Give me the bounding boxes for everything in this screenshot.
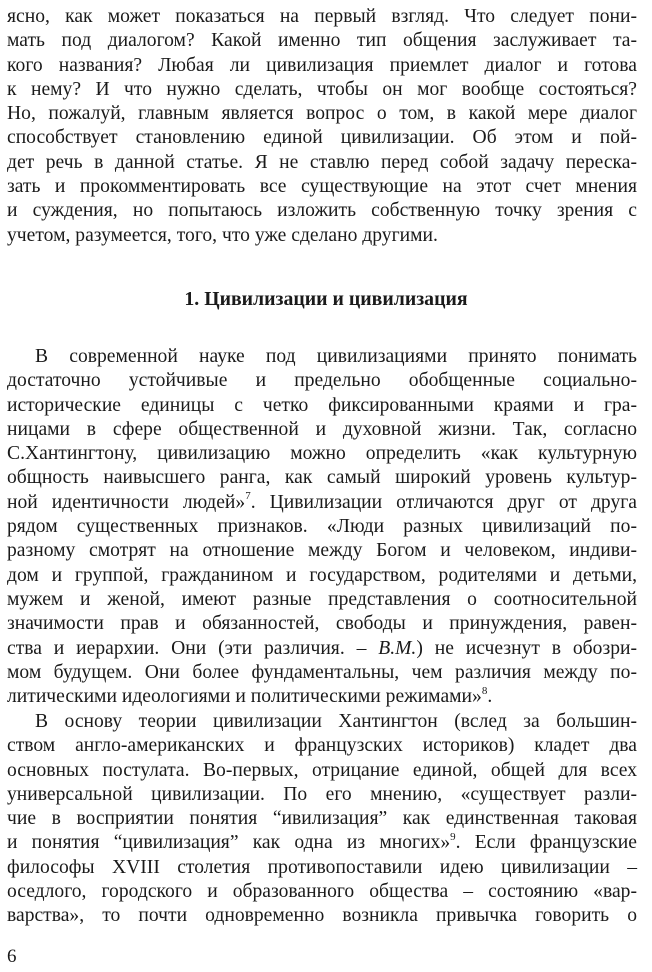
text-line: В современной науке под цивилизациями принято понимать <box>35 346 637 367</box>
text-line: С.Хантингтону, цивилизацию можно определить «как культурную <box>7 443 637 465</box>
text-line: философы XVIII столетия противопоставили идею цивилизации – <box>7 856 637 878</box>
text-line <box>7 491 637 515</box>
text-fragment: . Если французские <box>455 832 637 854</box>
text-line: оседлого, городского и образованного общества – состоянию «вар- <box>7 881 637 903</box>
text-line: к нему? И что нужно сделать, чтобы он мог вообще состояться? <box>7 78 637 100</box>
page-number: 6 <box>7 946 17 967</box>
text-line: разному смотрят на отношение между Богом и человеком, индиви- <box>7 540 637 562</box>
text-fragment: и понятия “цивилизация” как одна из многих» <box>7 832 451 854</box>
text-line: ницами в сфере общественной и духовной жизни. Так, согласно <box>7 418 637 440</box>
text-line: чие в восприятии понятия “ивилизация” как единственная таковая <box>7 808 637 830</box>
text-fragment: . <box>487 686 493 708</box>
text-line: исторические единицы с четко фиксированными краями и гра- <box>7 394 637 416</box>
text-line: способствует становлению единой цивилизации. Об этом и пой- <box>7 127 637 149</box>
text-line: ством англо-американских и французских историков) кладет два <box>7 735 637 757</box>
text-line: варства», то почти одновременно возникла привычка говорить о <box>7 905 637 927</box>
text-fragment: . Цивилизации отличаются друг от друга <box>250 491 637 513</box>
text-line: ясно, как может показаться на первый взгляд. Что следует пони- <box>7 6 637 27</box>
text-line: учетом, разумеется, того, что уже сделано другими. <box>7 224 438 246</box>
text-line <box>7 831 637 855</box>
footnote-ref: 9 <box>450 830 456 843</box>
text-fragment: литическими идеологиями и политическими режимами» <box>7 686 482 708</box>
text-line: дет речь в данной статье. Я не ставлю перед собой задачу переска- <box>7 151 637 173</box>
text-line <box>7 685 637 709</box>
text-line: зать и прокомментировать все существующие на этот счет мнения <box>7 176 637 198</box>
text-line <box>7 637 637 661</box>
text-line: достаточно устойчивые и предельно обобщенные социально- <box>7 370 637 392</box>
paragraph-huntington-theory <box>7 710 637 929</box>
text-line: дом и группой, гражданином и государством, родителями и детьми, <box>7 564 637 586</box>
text-line: основных постулата. Во-первых, отрицание единой, общей для всех <box>7 759 637 781</box>
text-fragment: ) не исчезнут в обозри- <box>416 637 637 659</box>
text-line: и суждения, но попытаюсь изложить собственную точку зрения с <box>7 200 637 222</box>
text-line: универсальной цивилизации. По его мнению, «существует разли- <box>7 783 637 805</box>
text-line: мом будущем. Они более фундаментальны, чем различия между по- <box>7 661 637 683</box>
text-line: В основу теории цивилизации Хантингтон (вслед за большин- <box>35 711 637 732</box>
paragraph-civilizations <box>7 345 637 709</box>
text-line: значимости прав и обязанностей, свободы и принуждения, равен- <box>7 613 637 635</box>
text-fragment: ства и иерархии. Они (эти различия. – <box>7 637 379 659</box>
text-line: Но, пожалуй, главным является вопрос о том, в какой мере диалог <box>7 103 637 125</box>
footnote-ref: 8 <box>481 684 488 697</box>
intro-paragraph <box>7 5 637 248</box>
text-fragment: ной идентичности людей» <box>7 491 246 513</box>
footnote-ref: 7 <box>245 490 251 503</box>
text-line: кого названия? Любая ли цивилизация приемлет диалог и готова <box>7 54 637 76</box>
text-line: рядом существенных признаков. «Люди разных цивилизаций по- <box>7 516 637 538</box>
text-line: мужем и женой, имеют разные представления о соотносительной <box>7 588 637 610</box>
text-line: общность наивысшего ранга, как самый широкий уровень культур- <box>7 467 637 489</box>
text-line: мать под диалогом? Какой именно тип общения заслуживает та- <box>7 30 637 52</box>
author-initials: В.М. <box>378 637 417 659</box>
section-heading: 1. Цивилизации и цивилизация <box>184 288 468 310</box>
